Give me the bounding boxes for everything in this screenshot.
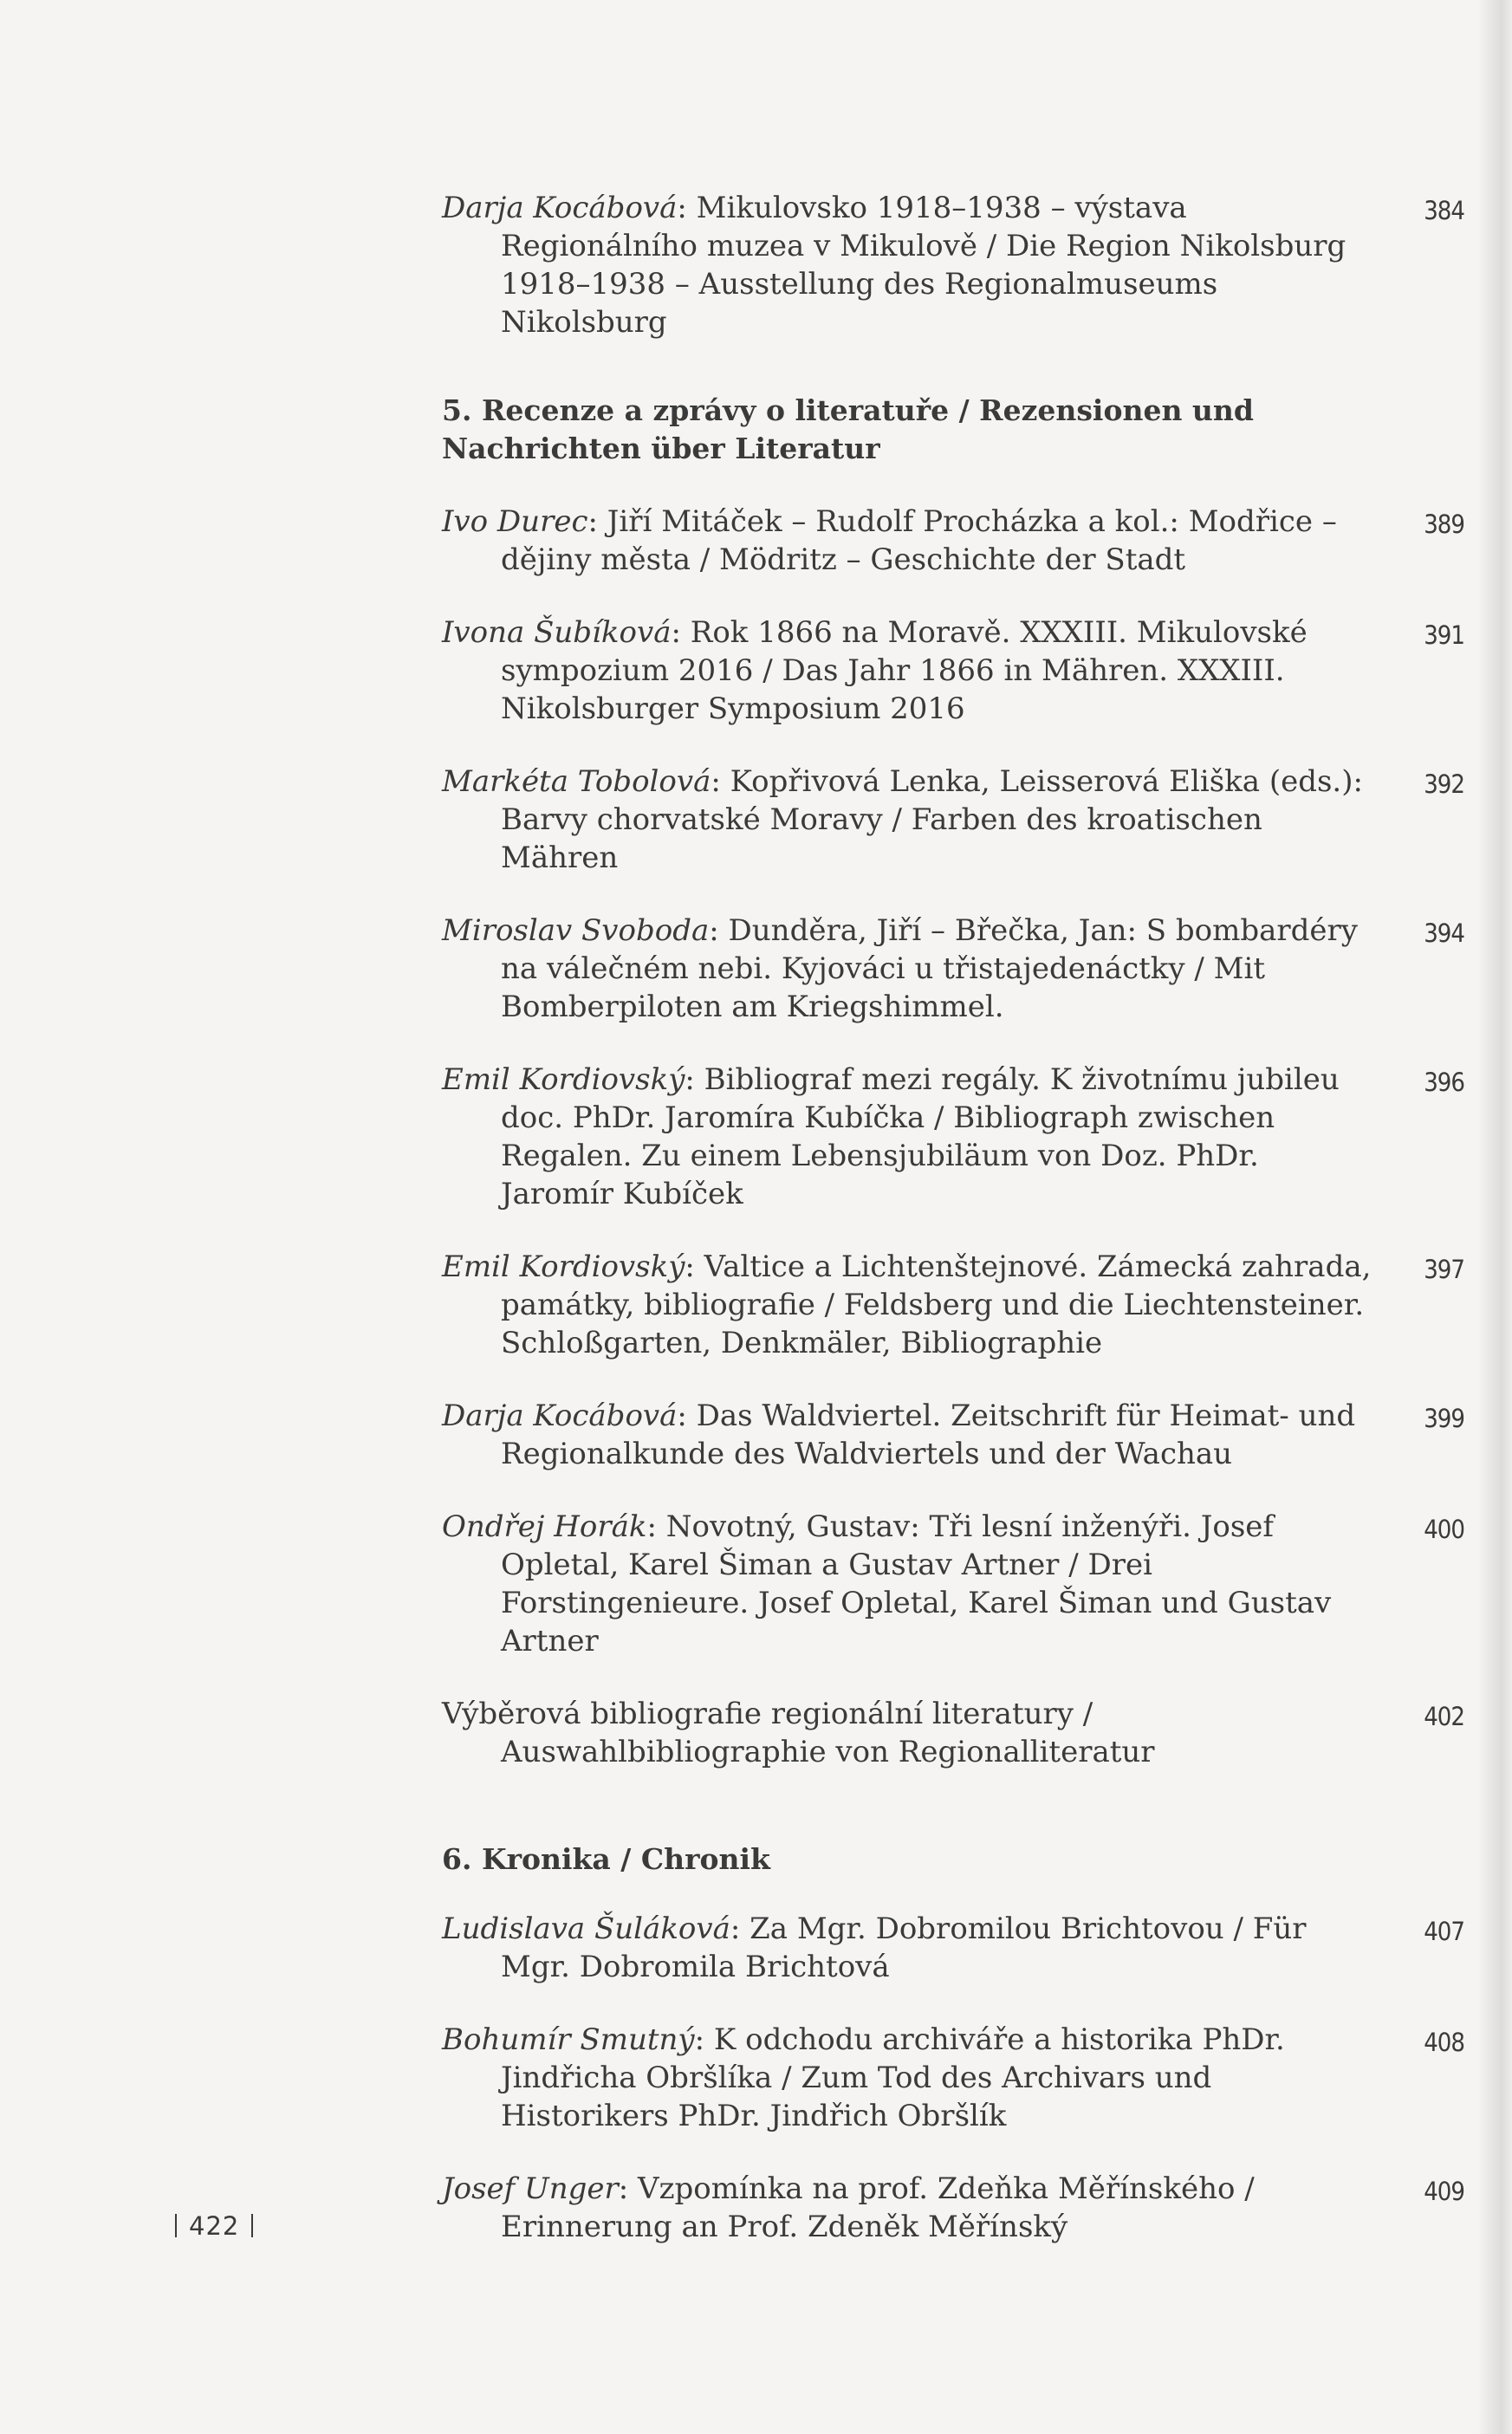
- toc-entry-author: Bohumír Smutný: [442, 2022, 695, 2057]
- toc-entry-author: Darja Kocábová: [442, 1399, 678, 1433]
- toc-entry-title: : K odchodu archiváře a historika PhDr. Jindřicha Obršlíka / Zum Tod des Archivars und Historikers PhDr. Jindřich Obršlík: [501, 2022, 1285, 2133]
- entry-group-section-6: [442, 1910, 1464, 2246]
- toc-entry: [442, 2170, 1464, 2246]
- toc-entry-page-number: 402: [1424, 1702, 1464, 1731]
- toc-entry-author: Emil Kordiovský: [442, 1062, 685, 1097]
- toc-entry-title: Výběrová bibliografie regionální literatury / Auswahlbibliographie von Regionalliteratur: [442, 1697, 1155, 1769]
- toc-entry-title: : Das Waldviertel. Zeitschrift für Heimat- und Regionalkunde des Waldviertels und der Wachau: [501, 1399, 1356, 1471]
- toc-entry-page-number: 394: [1424, 918, 1464, 948]
- toc-entry-author: Ludislava Šuláková: [442, 1912, 730, 1946]
- toc-entry-title: : Bibliograf mezi regály. K životnímu jubileu doc. PhDr. Jaromíra Kubíčka / Bibliograph zwischen Regalen. Zu einem Lebensjubiläum von Doz. PhDr. Jaromír Kubíček: [501, 1062, 1340, 1211]
- toc-entry-author: Ivona Šubíková: [442, 615, 672, 650]
- toc-entry-text: [442, 1508, 1376, 1660]
- toc-entry-text: [442, 189, 1376, 341]
- toc-entry-title: : Mikulovsko 1918–1938 – výstava Regionálního muzea v Mikulově / Die Region Nikolsburg 1918–1938 – Ausstellung des Regionalmuseums Nikolsburg: [501, 191, 1347, 340]
- toc-entry-text: [442, 1061, 1376, 1213]
- toc-entry-author: Darja Kocábová: [442, 191, 678, 225]
- toc-entry-page-number: 396: [1424, 1068, 1464, 1097]
- toc-entry-page-number: 384: [1424, 196, 1464, 225]
- toc-entry-author: Miroslav Svoboda: [442, 913, 710, 948]
- toc-entry-title: : Valtice a Lichtenštejnové. Zámecká zahrada, památky, bibliografie / Feldsberg und die Liechtensteiner. Schloßgarten, Denkmäler, Bibliographie: [501, 1249, 1372, 1360]
- toc-entry-text: [442, 912, 1376, 1026]
- folio-bar-left: [175, 2214, 177, 2237]
- toc-entry-page-number: 409: [1424, 2177, 1464, 2206]
- toc-entry-text: [442, 2170, 1376, 2246]
- toc-entry: [442, 1248, 1464, 1362]
- toc-entry-text: [442, 1910, 1376, 1986]
- folio-number: 422: [189, 2211, 240, 2241]
- toc-entry: [442, 2021, 1464, 2135]
- toc-entry-author: Josef Unger: [442, 2171, 619, 2206]
- toc-entry-title: : Novotný, Gustav: Tři lesní inženýři. Josef Opletal, Karel Šiman a Gustav Artner / Drei Forstingenieure. Josef Opletal, Karel Šiman und Gustav Artner: [501, 1509, 1332, 1658]
- toc-entry: [442, 613, 1464, 728]
- section-heading-6: 6. Kronika / Chronik: [442, 1842, 770, 1876]
- toc-entry: [442, 503, 1464, 579]
- toc-entry-title: : Kopřivová Lenka, Leisserová Eliška (eds.): Barvy chorvatské Moravy / Farben des kroatischen Mähren: [501, 764, 1363, 875]
- toc-entry-page-number: 400: [1424, 1515, 1464, 1544]
- toc-entry-text: [442, 503, 1376, 579]
- toc-entry-title: : Jiří Mitáček – Rudolf Procházka a kol.: Modřice – dějiny města / Mödritz – Geschichte der Stadt: [501, 504, 1337, 577]
- toc-entry-author: Markéta Tobolová: [442, 764, 711, 799]
- toc-entry-text: [442, 1695, 1376, 1771]
- toc-entry-text: [442, 1397, 1376, 1473]
- toc-entry: [442, 1061, 1464, 1213]
- toc-entry-text: [442, 1248, 1376, 1362]
- toc-entry-author: Emil Kordiovský: [442, 1249, 685, 1284]
- toc-entry-text: [442, 613, 1376, 728]
- toc-entry-page-number: 408: [1424, 2028, 1464, 2057]
- toc-entry-title: : Za Mgr. Dobromilou Brichtovou / Für Mgr. Dobromila Brichtová: [501, 1912, 1307, 1984]
- toc-entry: [442, 1397, 1464, 1473]
- page-folio: [163, 2211, 265, 2241]
- toc-entry-page-number: 392: [1424, 769, 1464, 799]
- toc-entry: [442, 1910, 1464, 1986]
- toc-entry-text: [442, 2021, 1376, 2135]
- toc-entry-page-number: 397: [1424, 1255, 1464, 1284]
- entry-group-top: [442, 189, 1464, 341]
- toc-entry: [442, 912, 1464, 1026]
- folio-bar-right: [251, 2214, 253, 2237]
- table-of-contents: [442, 189, 1464, 2281]
- toc-entry-title: : Rok 1866 na Moravě. XXXIII. Mikulovské sympozium 2016 / Das Jahr 1866 in Mähren. XXXIII. Nikolsburger Symposium 2016: [501, 615, 1308, 726]
- toc-entry-page-number: 399: [1424, 1404, 1464, 1433]
- page-edge-shadow: [1477, 0, 1512, 2434]
- section-heading-5: 5. Recenze a zprávy o literatuře / Rezensionen und Nachrichten über Literatur: [442, 393, 1254, 465]
- toc-entry-author: Ondřej Horák: [442, 1509, 647, 1544]
- entry-group-section-5: [442, 503, 1464, 1771]
- toc-entry: [442, 189, 1464, 341]
- toc-entry-title: : Dunděra, Jiří – Břečka, Jan: S bombardéry na válečném nebi. Kyjováci u třistajedenáctky / Mit Bomberpiloten am Kriegshimmel.: [501, 913, 1359, 1024]
- toc-entry-text: [442, 763, 1376, 877]
- toc-entry-title: : Vzpomínka na prof. Zdeňka Měřínského / Erinnerung an Prof. Zdeněk Měřínský: [501, 2171, 1255, 2244]
- toc-entry: [442, 1695, 1464, 1771]
- toc-entry: [442, 1508, 1464, 1660]
- toc-entry-page-number: 389: [1424, 510, 1464, 539]
- toc-entry-page-number: 407: [1424, 1917, 1464, 1946]
- toc-entry: [442, 763, 1464, 877]
- toc-entry-page-number: 391: [1424, 620, 1464, 650]
- toc-entry-author: Ivo Durec: [442, 504, 588, 539]
